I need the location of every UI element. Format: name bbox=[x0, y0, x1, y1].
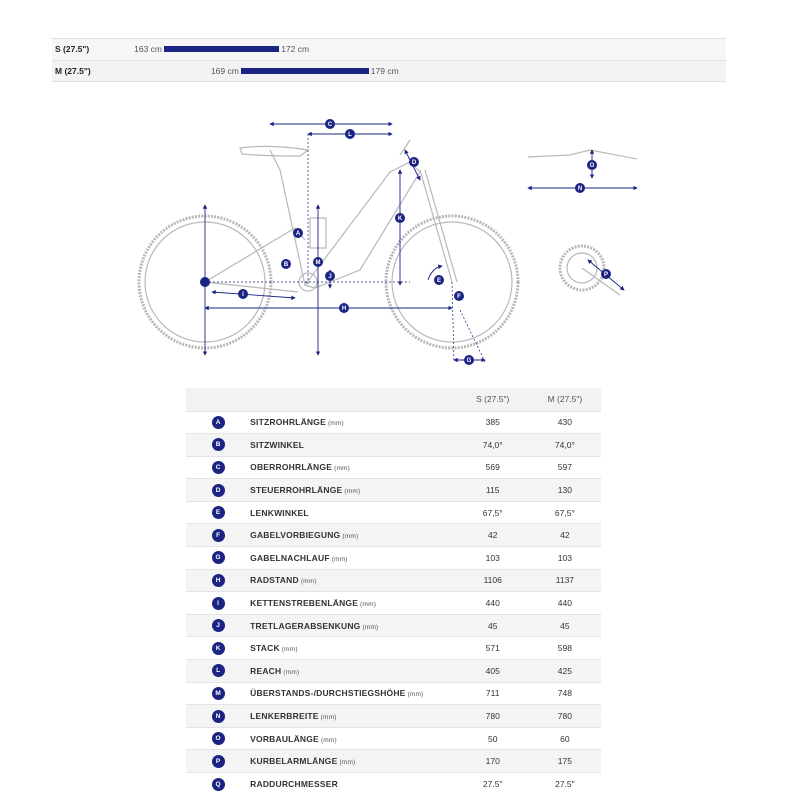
row-name-cell bbox=[250, 773, 456, 796]
table-header-row bbox=[186, 388, 601, 411]
row-name-cell bbox=[250, 705, 456, 728]
row-value-s: 569 bbox=[457, 456, 529, 479]
dimension-unit: (mm) bbox=[331, 555, 348, 563]
row-badge-cell bbox=[186, 547, 250, 570]
row-badge-cell bbox=[186, 456, 250, 479]
row-value-m: 67,5° bbox=[529, 501, 601, 524]
table-row bbox=[186, 660, 601, 683]
svg-text:F: F bbox=[457, 294, 461, 300]
dimension-name: TRETLAGERABSENKUNG bbox=[250, 620, 361, 631]
row-value-s: 74,0° bbox=[457, 434, 529, 457]
size-range-bar bbox=[164, 46, 279, 52]
row-badge-cell bbox=[186, 660, 250, 683]
row-value-m: 780 bbox=[529, 705, 601, 728]
header-size-m: M (27.5") bbox=[529, 388, 601, 411]
dimension-name: STACK bbox=[250, 643, 280, 654]
row-value-m: 425 bbox=[529, 660, 601, 683]
table-row bbox=[186, 456, 601, 479]
dimension-name: OBERROHRLÄNGE bbox=[250, 462, 333, 473]
row-name-cell bbox=[250, 524, 456, 547]
svg-text:M: M bbox=[315, 260, 321, 266]
badge-k bbox=[395, 213, 405, 223]
dimension-unit: (mm) bbox=[334, 465, 351, 473]
dimension-badge: P bbox=[212, 755, 225, 768]
dimension-name: GABELVORBIEGUNG bbox=[250, 530, 341, 541]
badge-e bbox=[434, 275, 444, 285]
dimension-name: SITZROHRLÄNGE bbox=[250, 417, 326, 428]
table-row bbox=[186, 682, 601, 705]
dimension-unit: (mm) bbox=[360, 601, 377, 609]
dimension-name: VORBAULÄNGE bbox=[250, 733, 319, 744]
dimension-name: KURBELARMLÄNGE bbox=[250, 756, 338, 767]
row-name-cell bbox=[250, 501, 456, 524]
svg-text:I: I bbox=[242, 292, 244, 298]
row-value-s: 440 bbox=[457, 592, 529, 615]
row-value-s: 45 bbox=[457, 614, 529, 637]
badge-p bbox=[601, 269, 611, 279]
row-name-cell bbox=[250, 569, 456, 592]
badge-j bbox=[325, 271, 335, 281]
badge-l bbox=[345, 129, 355, 139]
row-value-s: 405 bbox=[457, 660, 529, 683]
dimension-badge: Q bbox=[212, 778, 225, 791]
dimension-name: RADDURCHMESSER bbox=[250, 779, 338, 790]
row-value-m: 1137 bbox=[529, 569, 601, 592]
badge-m bbox=[313, 257, 323, 267]
table-row bbox=[186, 750, 601, 773]
row-value-m: 597 bbox=[529, 456, 601, 479]
dimension-badge: C bbox=[212, 461, 225, 474]
dimension-name: GABELNACHLAUF bbox=[250, 552, 330, 563]
dimension-name: LENKERBREITE bbox=[250, 711, 319, 722]
row-value-s: 115 bbox=[457, 479, 529, 502]
dimension-name: ÜBERSTANDS-/DURCHSTIEGSHÖHE bbox=[250, 688, 406, 699]
row-badge-cell bbox=[186, 569, 250, 592]
svg-text:L: L bbox=[348, 132, 352, 138]
row-name-cell bbox=[250, 547, 456, 570]
row-badge-cell bbox=[186, 592, 250, 615]
row-value-s: 27.5" bbox=[457, 773, 529, 796]
size-min: 169 cm bbox=[210, 66, 239, 76]
size-max: 172 cm bbox=[281, 44, 310, 54]
dimension-name: KETTENSTREBENLÄNGE bbox=[250, 598, 359, 609]
dimension-badge: M bbox=[212, 687, 225, 700]
dimension-unit: (mm) bbox=[339, 759, 356, 767]
svg-text:G: G bbox=[466, 358, 472, 364]
size-label: M (27.5") bbox=[55, 66, 91, 76]
dimension-unit: (mm) bbox=[407, 691, 424, 699]
size-chart bbox=[52, 38, 726, 82]
header-name bbox=[250, 388, 456, 411]
dimension-badge: D bbox=[212, 484, 225, 497]
dimension-name: SITZWINKEL bbox=[250, 439, 305, 450]
row-badge-cell bbox=[186, 705, 250, 728]
table-row bbox=[186, 547, 601, 570]
row-value-m: 440 bbox=[529, 592, 601, 615]
row-value-m: 27.5" bbox=[529, 773, 601, 796]
badge-f bbox=[454, 291, 464, 301]
row-value-m: 748 bbox=[529, 682, 601, 705]
size-max: 179 cm bbox=[370, 66, 399, 76]
row-value-m: 430 bbox=[529, 411, 601, 434]
row-value-s: 385 bbox=[457, 411, 529, 434]
row-name-cell bbox=[250, 660, 456, 683]
table-row bbox=[186, 727, 601, 750]
row-name-cell bbox=[250, 411, 456, 434]
size-row-m bbox=[52, 60, 726, 82]
header-size-s: S (27.5") bbox=[457, 388, 529, 411]
table-body bbox=[186, 411, 601, 795]
svg-text:E: E bbox=[436, 278, 442, 284]
table-row bbox=[186, 773, 601, 796]
dimension-unit: (mm) bbox=[300, 578, 317, 586]
badge-o-hub bbox=[200, 277, 210, 287]
row-name-cell bbox=[250, 750, 456, 773]
svg-text:C: C bbox=[327, 122, 333, 128]
dimension-badge: F bbox=[212, 529, 225, 542]
badge-i bbox=[238, 289, 248, 299]
dimension-badge: I bbox=[212, 597, 225, 610]
badge-g bbox=[464, 355, 474, 365]
row-name-cell bbox=[250, 592, 456, 615]
dimension-badge: B bbox=[212, 438, 225, 451]
dimension-unit: (mm) bbox=[327, 420, 344, 428]
dimension-badge: E bbox=[212, 506, 225, 519]
badge-c bbox=[325, 119, 335, 129]
badge-o bbox=[587, 160, 597, 170]
bike-geometry-diagram bbox=[130, 110, 650, 380]
row-name-cell bbox=[250, 614, 456, 637]
svg-text:J: J bbox=[328, 274, 332, 280]
row-value-m: 74,0° bbox=[529, 434, 601, 457]
row-badge-cell bbox=[186, 411, 250, 434]
row-badge-cell bbox=[186, 727, 250, 750]
table-row bbox=[186, 614, 601, 637]
dimension-badge: K bbox=[212, 642, 225, 655]
row-value-m: 175 bbox=[529, 750, 601, 773]
badge-a bbox=[293, 228, 303, 238]
row-badge-cell bbox=[186, 682, 250, 705]
row-name-cell bbox=[250, 682, 456, 705]
row-value-s: 711 bbox=[457, 682, 529, 705]
row-value-m: 60 bbox=[529, 727, 601, 750]
row-value-s: 50 bbox=[457, 727, 529, 750]
header-badge bbox=[186, 388, 250, 411]
dimension-badge: N bbox=[212, 710, 225, 723]
row-value-m: 45 bbox=[529, 614, 601, 637]
size-row-s bbox=[52, 38, 726, 60]
svg-text:A: A bbox=[295, 231, 301, 237]
dimension-name: RADSTAND bbox=[250, 575, 299, 586]
dimension-unit: (mm) bbox=[344, 488, 361, 496]
table-row bbox=[186, 569, 601, 592]
row-value-m: 103 bbox=[529, 547, 601, 570]
size-range-bar bbox=[241, 68, 369, 74]
row-badge-cell bbox=[186, 501, 250, 524]
row-name-cell bbox=[250, 727, 456, 750]
row-value-s: 780 bbox=[457, 705, 529, 728]
badge-d bbox=[409, 157, 419, 167]
dimension-name: STEUERROHRLÄNGE bbox=[250, 485, 343, 496]
row-badge-cell bbox=[186, 637, 250, 660]
svg-text:O: O bbox=[589, 163, 595, 169]
size-min: 163 cm bbox=[134, 44, 162, 54]
table-row bbox=[186, 705, 601, 728]
svg-text:N: N bbox=[577, 186, 583, 192]
dimension-badge: L bbox=[212, 664, 225, 677]
svg-text:H: H bbox=[341, 306, 347, 312]
row-badge-cell bbox=[186, 773, 250, 796]
dimension-badge: J bbox=[212, 619, 225, 632]
row-value-m: 42 bbox=[529, 524, 601, 547]
row-value-s: 571 bbox=[457, 637, 529, 660]
dimension-badge: G bbox=[212, 551, 225, 564]
size-label: S (27.5") bbox=[55, 44, 90, 54]
table-row bbox=[186, 434, 601, 457]
row-value-s: 1106 bbox=[457, 569, 529, 592]
row-badge-cell bbox=[186, 614, 250, 637]
table-row bbox=[186, 501, 601, 524]
svg-text:P: P bbox=[603, 272, 609, 278]
dimension-unit: (mm) bbox=[342, 533, 359, 541]
row-badge-cell bbox=[186, 434, 250, 457]
dimension-badge: H bbox=[212, 574, 225, 587]
table-row bbox=[186, 411, 601, 434]
svg-text:D: D bbox=[411, 160, 417, 166]
geometry-table bbox=[186, 388, 601, 795]
row-name-cell bbox=[250, 434, 456, 457]
dimension-unit: (mm) bbox=[320, 714, 337, 722]
row-value-m: 130 bbox=[529, 479, 601, 502]
svg-text:B: B bbox=[283, 262, 289, 268]
row-badge-cell bbox=[186, 524, 250, 547]
badge-b bbox=[281, 259, 291, 269]
dimension-name: REACH bbox=[250, 665, 282, 676]
dimension-unit: (mm) bbox=[281, 646, 298, 654]
table-row bbox=[186, 479, 601, 502]
row-value-m: 598 bbox=[529, 637, 601, 660]
dimension-unit: (mm) bbox=[283, 668, 300, 676]
badge-h bbox=[339, 303, 349, 313]
row-value-s: 103 bbox=[457, 547, 529, 570]
dimension-badge: O bbox=[212, 732, 225, 745]
row-value-s: 170 bbox=[457, 750, 529, 773]
table-row bbox=[186, 524, 601, 547]
dimension-unit: (mm) bbox=[320, 736, 337, 744]
row-name-cell bbox=[250, 637, 456, 660]
row-value-s: 67,5° bbox=[457, 501, 529, 524]
svg-text:K: K bbox=[397, 216, 403, 222]
badge-n bbox=[575, 183, 585, 193]
row-name-cell bbox=[250, 479, 456, 502]
table-row bbox=[186, 592, 601, 615]
dimension-unit: (mm) bbox=[362, 623, 379, 631]
row-badge-cell bbox=[186, 479, 250, 502]
row-name-cell bbox=[250, 456, 456, 479]
table-row bbox=[186, 637, 601, 660]
dimension-name: LENKWINKEL bbox=[250, 507, 309, 518]
row-value-s: 42 bbox=[457, 524, 529, 547]
row-badge-cell bbox=[186, 750, 250, 773]
dimension-badge: A bbox=[212, 416, 225, 429]
bike-drawing bbox=[130, 110, 650, 380]
